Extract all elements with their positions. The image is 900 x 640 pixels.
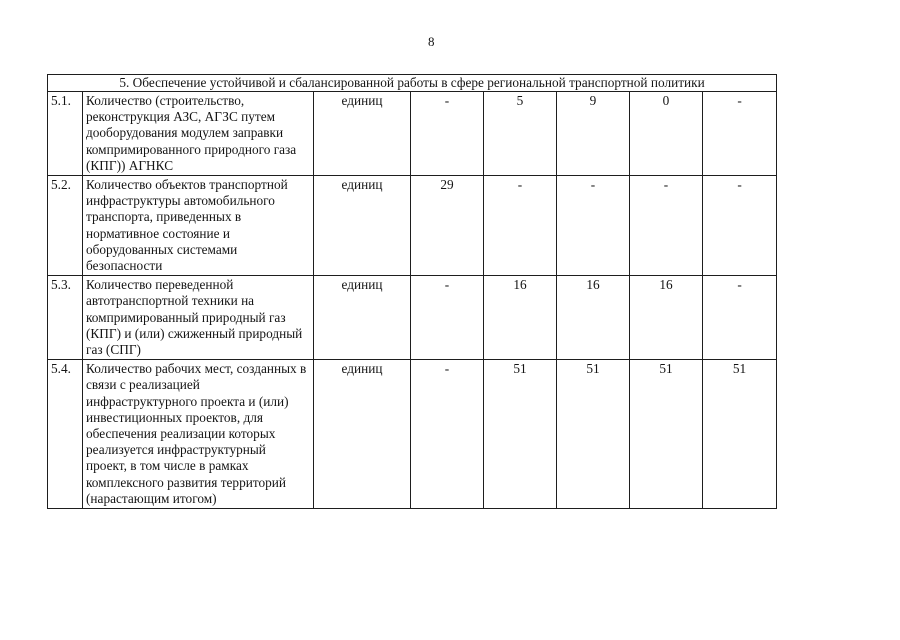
row-value: - bbox=[484, 176, 557, 276]
row-unit: единиц bbox=[314, 176, 411, 276]
row-value: - bbox=[411, 360, 484, 509]
table-row bbox=[48, 360, 777, 509]
row-description: Количество (строительство, реконструкция АЗС, АГЗС путем дооборудования модулем заправки компримированного природного газа (КПГ)) АГНКС bbox=[83, 92, 314, 176]
row-value: - bbox=[630, 176, 703, 276]
row-value: 5 bbox=[484, 92, 557, 176]
row-value: - bbox=[411, 92, 484, 176]
table-row bbox=[48, 276, 777, 360]
row-number: 5.3. bbox=[48, 276, 83, 360]
row-value: 16 bbox=[484, 276, 557, 360]
row-value: 51 bbox=[557, 360, 630, 509]
row-description: Количество рабочих мест, созданных в связи с реализацией инфраструктурного проекта и (или) инвестиционных проектов, для обеспечения реализации которых реализуется инфраструктурный проект, в том числе в рамках комплексного развития территорий (нарастающим итогом) bbox=[83, 360, 314, 509]
row-unit: единиц bbox=[314, 92, 411, 176]
row-value: - bbox=[703, 276, 777, 360]
table-row bbox=[48, 92, 777, 176]
row-number: 5.1. bbox=[48, 92, 83, 176]
row-unit: единиц bbox=[314, 360, 411, 509]
indicators-table bbox=[47, 74, 777, 509]
row-value: - bbox=[703, 92, 777, 176]
row-value: 16 bbox=[557, 276, 630, 360]
row-value: 29 bbox=[411, 176, 484, 276]
row-value: 16 bbox=[630, 276, 703, 360]
row-unit: единиц bbox=[314, 276, 411, 360]
row-value: - bbox=[411, 276, 484, 360]
row-value: 0 bbox=[630, 92, 703, 176]
row-value: 51 bbox=[484, 360, 557, 509]
row-number: 5.4. bbox=[48, 360, 83, 509]
section-header-row bbox=[48, 75, 777, 92]
section-title: 5. Обеспечение устойчивой и сбалансированной работы в сфере региональной транспортной политики bbox=[48, 75, 777, 92]
row-value: 51 bbox=[630, 360, 703, 509]
table-row bbox=[48, 176, 777, 276]
row-value: 51 bbox=[703, 360, 777, 509]
page-number: 8 bbox=[428, 34, 435, 49]
row-value: 9 bbox=[557, 92, 630, 176]
row-number: 5.2. bbox=[48, 176, 83, 276]
row-description: Количество переведенной автотранспортной техники на компримированный природный газ (КПГ) и (или) сжиженный природный газ (СПГ) bbox=[83, 276, 314, 360]
row-value: - bbox=[557, 176, 630, 276]
row-description: Количество объектов транспортной инфраструктуры автомобильного транспорта, приведенных в нормативное состояние и оборудованных системами безопасности bbox=[83, 176, 314, 276]
row-value: - bbox=[703, 176, 777, 276]
